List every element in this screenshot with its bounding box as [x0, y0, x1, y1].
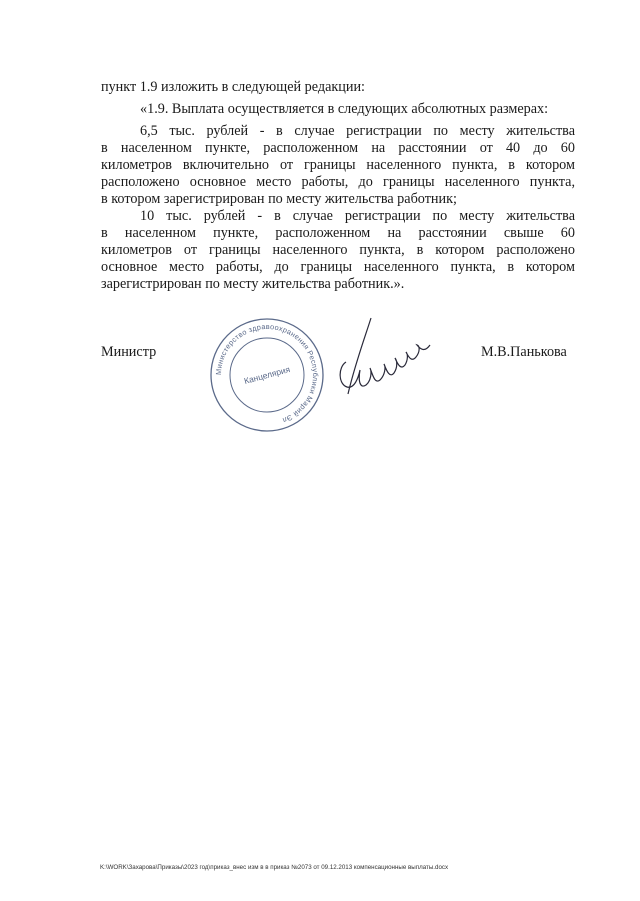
file-path-footer: K:\WORK\Захарова\Приказы\2023 год\приказ_внес изм в в приказ №2073 от 09.12.2013 компенсационные выплаты.docx: [100, 864, 449, 871]
paragraph-line: расположено основное место работы, до границы населенного пункта,: [101, 174, 575, 190]
office-stamp: [208, 316, 326, 434]
stamp-ring-text: Министерство здравоохранения Республики Марий Эл: [213, 321, 321, 426]
paragraph-line: в населенном пункте, расположенном на расстоянии от 40 до 60: [101, 140, 575, 156]
paragraph-line: 6,5 тыс. рублей - в случае регистрации по месту жительства: [140, 123, 575, 139]
signatory-name: М.В.Панькова: [481, 344, 567, 360]
paragraph-line: зарегистрирован по месту жительства работник.».: [101, 276, 405, 292]
stamp-center-text: Канцелярия: [242, 364, 292, 386]
handwritten-signature: [320, 312, 460, 402]
paragraph-line: 10 тыс. рублей - в случае регистрации по месту жительства: [140, 208, 575, 224]
paragraph-line: километров включительно от границы населенного пункта, в котором: [101, 157, 575, 173]
paragraph-line: километров от границы населенного пункта, в котором расположено: [101, 242, 575, 258]
paragraph-line: основное место работы, до границы населенного пункта, в котором: [101, 259, 575, 275]
paragraph-line: в населенном пункте, расположенном на расстоянии свыше 60: [101, 225, 575, 241]
paragraph-line: в котором зарегистрирован по месту жительства работник;: [101, 191, 457, 207]
paragraph-line: «1.9. Выплата осуществляется в следующих абсолютных размерах:: [140, 101, 549, 117]
paragraph-line: пункт 1.9 изложить в следующей редакции:: [101, 79, 365, 95]
signatory-role: Министр: [101, 344, 157, 360]
